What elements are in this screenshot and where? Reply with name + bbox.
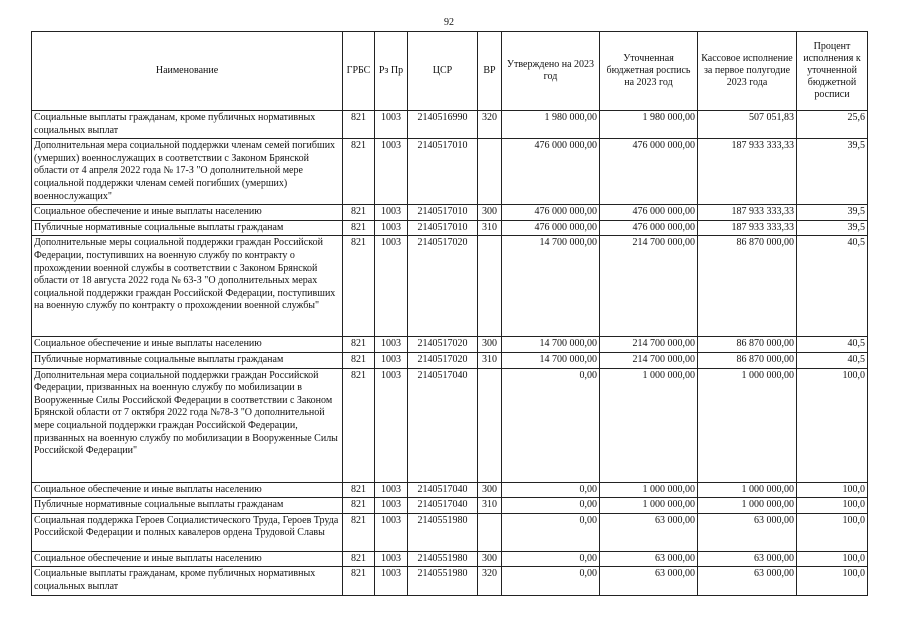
- cell-rzpr: 1003: [375, 111, 408, 139]
- cell-rzpr: 1003: [375, 498, 408, 514]
- cell-name: Дополнительная мера социальной поддержки граждан Российской Федерации, призванных на военную службу по мобилизации в Вооруженные Силы Российской Федерации в соответствии с Законом Брянской области от 7 октября 2022 года №78-З "О дополнительной мере социальной поддержки граждан Российской Федерации, призванных на военную службу по мобилизации в Вооруженные Силы Российской Федерации": [32, 368, 343, 482]
- cell-csr: 2140516990: [408, 111, 478, 139]
- cell-revised: 214 700 000,00: [600, 236, 698, 337]
- cell-percent: 40,5: [797, 352, 868, 368]
- cell-approved: 0,00: [502, 498, 600, 514]
- header-csr: ЦСР: [408, 32, 478, 111]
- cell-vr: 300: [478, 337, 502, 353]
- cell-cash: 86 870 000,00: [698, 352, 797, 368]
- cell-percent: 40,5: [797, 236, 868, 337]
- cell-csr: 2140517020: [408, 352, 478, 368]
- table-row: [32, 337, 868, 353]
- cell-vr: 300: [478, 551, 502, 567]
- table-row: [32, 498, 868, 514]
- cell-grbs: 821: [343, 551, 375, 567]
- header-row: [32, 32, 868, 111]
- cell-cash: 187 933 333,33: [698, 220, 797, 236]
- cell-csr: 2140517020: [408, 337, 478, 353]
- cell-cash: 187 933 333,33: [698, 139, 797, 205]
- cell-approved: 0,00: [502, 513, 600, 551]
- table-row: [32, 220, 868, 236]
- cell-cash: 507 051,83: [698, 111, 797, 139]
- budget-table: [31, 31, 868, 596]
- cell-percent: 39,5: [797, 205, 868, 221]
- cell-rzpr: 1003: [375, 368, 408, 482]
- cell-rzpr: 1003: [375, 567, 408, 595]
- cell-grbs: 821: [343, 513, 375, 551]
- cell-revised: 63 000,00: [600, 551, 698, 567]
- cell-approved: 14 700 000,00: [502, 236, 600, 337]
- cell-approved: 0,00: [502, 368, 600, 482]
- cell-approved: 476 000 000,00: [502, 139, 600, 205]
- cell-cash: 63 000,00: [698, 567, 797, 595]
- cell-cash: 86 870 000,00: [698, 337, 797, 353]
- cell-vr: 300: [478, 482, 502, 498]
- cell-percent: 39,5: [797, 139, 868, 205]
- cell-name: Публичные нормативные социальные выплаты гражданам: [32, 352, 343, 368]
- cell-csr: 2140551980: [408, 551, 478, 567]
- cell-name: Социальные выплаты гражданам, кроме публичных нормативных социальных выплат: [32, 567, 343, 595]
- cell-percent: 100,0: [797, 551, 868, 567]
- cell-approved: 1 980 000,00: [502, 111, 600, 139]
- cell-rzpr: 1003: [375, 337, 408, 353]
- cell-percent: 39,5: [797, 220, 868, 236]
- cell-vr: 310: [478, 220, 502, 236]
- table-row: [32, 352, 868, 368]
- cell-cash: 86 870 000,00: [698, 236, 797, 337]
- table-body: [32, 111, 868, 596]
- cell-grbs: 821: [343, 236, 375, 337]
- cell-grbs: 821: [343, 482, 375, 498]
- cell-grbs: 821: [343, 567, 375, 595]
- cell-vr: 310: [478, 498, 502, 514]
- header-percent: Процент исполнения к уточненной бюджетной росписи: [797, 32, 868, 111]
- cell-grbs: 821: [343, 498, 375, 514]
- cell-revised: 214 700 000,00: [600, 352, 698, 368]
- cell-approved: 0,00: [502, 482, 600, 498]
- cell-approved: 0,00: [502, 567, 600, 595]
- cell-rzpr: 1003: [375, 220, 408, 236]
- cell-rzpr: 1003: [375, 205, 408, 221]
- cell-csr: 2140551980: [408, 513, 478, 551]
- page-number: 92: [444, 17, 454, 28]
- header-name: Наименование: [32, 32, 343, 111]
- cell-approved: 14 700 000,00: [502, 337, 600, 353]
- header-grbs: ГРБС: [343, 32, 375, 111]
- table-header: [32, 32, 868, 111]
- cell-revised: 476 000 000,00: [600, 205, 698, 221]
- cell-csr: 2140517020: [408, 236, 478, 337]
- cell-name: Социальная поддержка Героев Социалистического Труда, Героев Труда Российской Федерации и полных кавалеров ордена Трудовой Славы: [32, 513, 343, 551]
- cell-approved: 0,00: [502, 551, 600, 567]
- cell-name: Публичные нормативные социальные выплаты гражданам: [32, 498, 343, 514]
- cell-rzpr: 1003: [375, 139, 408, 205]
- cell-grbs: 821: [343, 205, 375, 221]
- cell-vr: 320: [478, 567, 502, 595]
- cell-rzpr: 1003: [375, 482, 408, 498]
- cell-vr: [478, 368, 502, 482]
- cell-revised: 1 000 000,00: [600, 368, 698, 482]
- cell-revised: 214 700 000,00: [600, 337, 698, 353]
- table-row: [32, 551, 868, 567]
- cell-cash: 1 000 000,00: [698, 498, 797, 514]
- cell-grbs: 821: [343, 220, 375, 236]
- table-row: [32, 482, 868, 498]
- cell-revised: 476 000 000,00: [600, 220, 698, 236]
- cell-name: Социальное обеспечение и иные выплаты населению: [32, 482, 343, 498]
- cell-rzpr: 1003: [375, 236, 408, 337]
- cell-percent: 25,6: [797, 111, 868, 139]
- header-rzpr: Рз Пр: [375, 32, 408, 111]
- cell-vr: 320: [478, 111, 502, 139]
- cell-vr: [478, 139, 502, 205]
- cell-vr: 300: [478, 205, 502, 221]
- cell-grbs: 821: [343, 139, 375, 205]
- cell-vr: [478, 236, 502, 337]
- cell-approved: 14 700 000,00: [502, 352, 600, 368]
- cell-grbs: 821: [343, 368, 375, 482]
- cell-percent: 40,5: [797, 337, 868, 353]
- table-row: [32, 567, 868, 595]
- cell-name: Социальное обеспечение и иные выплаты населению: [32, 551, 343, 567]
- cell-csr: 2140551980: [408, 567, 478, 595]
- cell-cash: 63 000,00: [698, 513, 797, 551]
- cell-rzpr: 1003: [375, 513, 408, 551]
- table-row: [32, 139, 868, 205]
- cell-revised: 1 980 000,00: [600, 111, 698, 139]
- cell-approved: 476 000 000,00: [502, 220, 600, 236]
- cell-cash: 63 000,00: [698, 551, 797, 567]
- cell-revised: 1 000 000,00: [600, 498, 698, 514]
- header-vr: ВР: [478, 32, 502, 111]
- cell-percent: 100,0: [797, 513, 868, 551]
- table-row: [32, 111, 868, 139]
- table-row: [32, 205, 868, 221]
- cell-vr: [478, 513, 502, 551]
- cell-name: Дополнительные меры социальной поддержки граждан Российской Федерации, поступивших на военную службу по контракту о прохождении военной службы в соответствии с Законом Брянской области от 18 августа 2022 года № 63-З "О дополнительных мерах социальной поддержки граждан Российской Федерации, поступивших на военную службу по контракту о прохождении военной службы": [32, 236, 343, 337]
- cell-csr: 2140517040: [408, 482, 478, 498]
- cell-cash: 1 000 000,00: [698, 482, 797, 498]
- header-approved: Утверждено на 2023 год: [502, 32, 600, 111]
- cell-csr: 2140517010: [408, 205, 478, 221]
- cell-revised: 63 000,00: [600, 513, 698, 551]
- table-row: [32, 368, 868, 482]
- cell-rzpr: 1003: [375, 352, 408, 368]
- cell-cash: 1 000 000,00: [698, 368, 797, 482]
- cell-name: Социальное обеспечение и иные выплаты населению: [32, 205, 343, 221]
- cell-grbs: 821: [343, 111, 375, 139]
- cell-revised: 63 000,00: [600, 567, 698, 595]
- header-cash: Кассовое исполнение за первое полугодие 2023 года: [698, 32, 797, 111]
- header-revised: Уточненная бюджетная роспись на 2023 год: [600, 32, 698, 111]
- cell-name: Социальное обеспечение и иные выплаты населению: [32, 337, 343, 353]
- cell-grbs: 821: [343, 337, 375, 353]
- cell-revised: 1 000 000,00: [600, 482, 698, 498]
- table-row: [32, 513, 868, 551]
- cell-revised: 476 000 000,00: [600, 139, 698, 205]
- cell-name: Социальные выплаты гражданам, кроме публичных нормативных социальных выплат: [32, 111, 343, 139]
- cell-percent: 100,0: [797, 567, 868, 595]
- cell-vr: 310: [478, 352, 502, 368]
- table-row: [32, 236, 868, 337]
- cell-name: Дополнительная мера социальной поддержки членам семей погибших (умерших) военнослужащих в соответствии с Законом Брянской области от 4 апреля 2022 года № 17-З "О дополнительной мере социальной поддержки членам семей погибших (умерших) военнослужащих": [32, 139, 343, 205]
- cell-percent: 100,0: [797, 498, 868, 514]
- cell-csr: 2140517010: [408, 220, 478, 236]
- cell-csr: 2140517010: [408, 139, 478, 205]
- cell-csr: 2140517040: [408, 368, 478, 482]
- cell-approved: 476 000 000,00: [502, 205, 600, 221]
- cell-csr: 2140517040: [408, 498, 478, 514]
- cell-percent: 100,0: [797, 368, 868, 482]
- cell-rzpr: 1003: [375, 551, 408, 567]
- cell-percent: 100,0: [797, 482, 868, 498]
- cell-name: Публичные нормативные социальные выплаты гражданам: [32, 220, 343, 236]
- cell-cash: 187 933 333,33: [698, 205, 797, 221]
- cell-grbs: 821: [343, 352, 375, 368]
